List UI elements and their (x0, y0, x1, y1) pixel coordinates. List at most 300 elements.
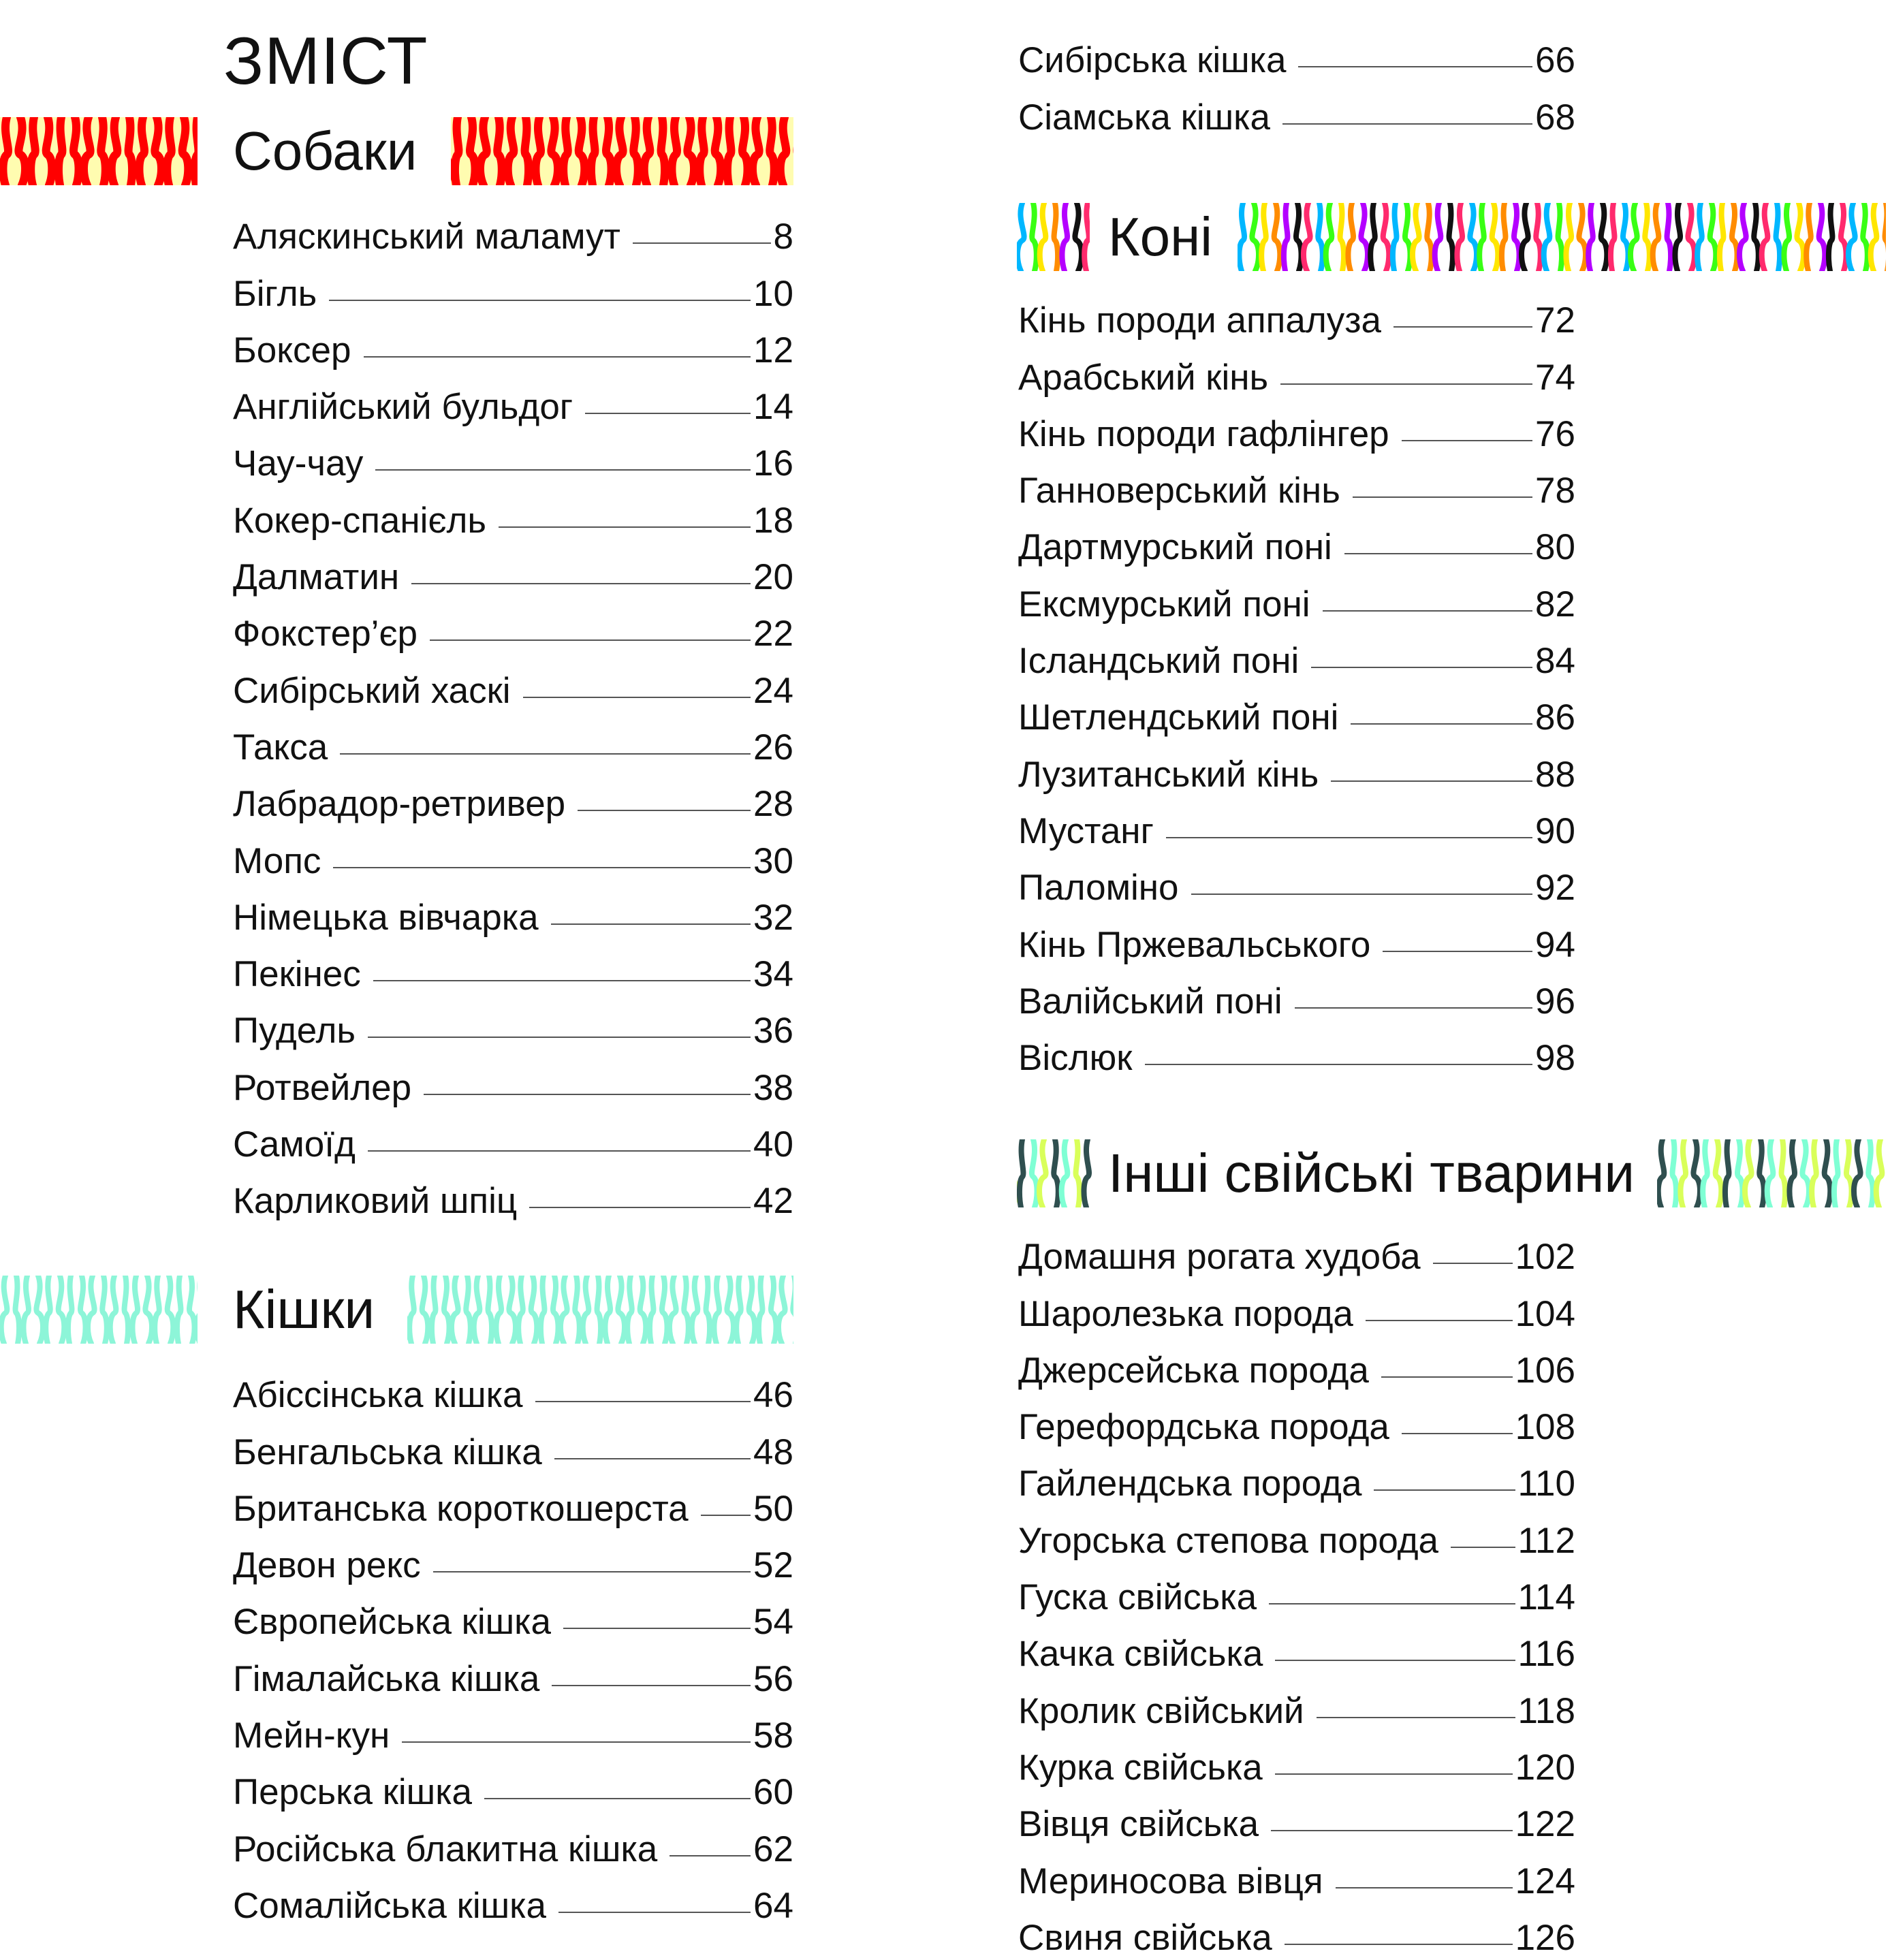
stripe (1514, 203, 1519, 271)
stripe (1716, 1139, 1722, 1207)
toc-entry-page: 98 (1535, 1038, 1575, 1079)
toc-entry-page: 92 (1535, 868, 1575, 908)
stripe (778, 1276, 785, 1344)
toc-entry (1018, 1279, 1575, 1335)
toc-entry-title: Мустанг (1018, 810, 1154, 851)
stripe (1413, 203, 1419, 271)
toc-entry (1018, 1336, 1575, 1393)
toc-entry (1018, 1676, 1575, 1733)
stripe (1739, 203, 1746, 271)
toc-entry (233, 1758, 793, 1814)
stripe (1802, 1139, 1809, 1207)
leader-line (1145, 1064, 1533, 1065)
toc-entry-title: Курка свійська (1018, 1747, 1263, 1788)
leader-line (1191, 894, 1533, 895)
toc-entry-page: 76 (1535, 413, 1575, 454)
stripe (1846, 1139, 1852, 1207)
stripe-pattern (1657, 1139, 1886, 1207)
toc-entry-title: Кінь породи аппалуза (1018, 300, 1382, 341)
stripe (1284, 203, 1287, 271)
stripe (1492, 203, 1498, 271)
section-header-horses (1017, 203, 1890, 278)
stripe (444, 1276, 450, 1344)
leader-line (1275, 1660, 1515, 1661)
stripe (531, 1276, 537, 1344)
toc-entry-page: 8 (773, 217, 793, 257)
stripe (1558, 203, 1562, 271)
toc-entry-title: Лузитанський кінь (1018, 754, 1319, 795)
toc-entry-title: Самоїд (233, 1124, 356, 1165)
toc-entry (233, 486, 793, 542)
toc-entry-page: 86 (1535, 697, 1575, 738)
toc-entry-title: Свиня свійська (1018, 1917, 1272, 1958)
stripe (1252, 203, 1259, 271)
leader-line (433, 1571, 751, 1572)
leader-line (535, 1401, 751, 1402)
leader-line (368, 1150, 751, 1152)
leader-line (329, 300, 751, 301)
stripe (575, 1276, 580, 1344)
toc-entry (1018, 853, 1575, 910)
stripe (1449, 203, 1453, 271)
toc-entry (233, 883, 793, 940)
toc-entry-title: Аляскинський маламут (233, 217, 620, 257)
toc-entry-page: 94 (1535, 924, 1575, 965)
leader-line (1275, 1773, 1513, 1775)
toc-entry (1018, 26, 1575, 82)
leader-line (333, 867, 751, 868)
leader-line (1311, 667, 1532, 668)
toc-entry-page: 126 (1515, 1917, 1575, 1958)
toc-entry-page: 12 (753, 330, 793, 370)
toc-entry (233, 1531, 793, 1587)
stripe (1834, 1139, 1838, 1207)
toc-entry-page: 28 (753, 784, 793, 825)
stripe-pattern (1017, 203, 1090, 271)
toc-entry-title: Німецька вівчарка (233, 897, 539, 938)
stripe (1435, 203, 1441, 271)
stripe (101, 117, 106, 185)
stripe (727, 1276, 734, 1344)
toc-entry (1018, 1903, 1575, 1960)
stripe (496, 1276, 501, 1344)
stripe (692, 1276, 698, 1344)
toc-entry-title: Ганноверський кінь (1018, 471, 1340, 511)
toc-entry (233, 940, 793, 996)
toc-entry-title: Європейська кішка (233, 1602, 551, 1643)
stripe (1062, 1139, 1068, 1207)
stripe (110, 1276, 116, 1344)
toc-entry-title: Арабський кінь (1018, 357, 1269, 398)
toc-entry-title: Бенгальська кішка (233, 1432, 542, 1472)
stripe (1789, 1139, 1795, 1207)
stripe (699, 117, 704, 185)
toc-entry (233, 1814, 793, 1871)
toc-entry-title: Боксер (233, 330, 351, 370)
toc-entry-title: Сибірська кішка (1018, 40, 1287, 81)
stripe-band-right (407, 1276, 793, 1344)
toc-list-dogs (233, 202, 793, 1223)
stripe (509, 1276, 516, 1344)
toc-entry-page: 68 (1535, 97, 1575, 138)
leader-line (1323, 610, 1533, 612)
toc-entry-title: Кокер-спанієль (233, 500, 487, 541)
toc-entry (1018, 569, 1575, 626)
toc-entry (1018, 343, 1575, 399)
stripe (759, 1276, 762, 1344)
toc-entry (1018, 1619, 1575, 1676)
toc-entry-title: Шаролезька порода (1018, 1293, 1353, 1334)
stripe (1680, 1139, 1686, 1207)
toc-entry-page: 62 (753, 1829, 793, 1869)
toc-entry-page: 118 (1517, 1690, 1575, 1731)
toc-entry-title: Герефордська порода (1018, 1407, 1389, 1448)
stripe (1645, 203, 1650, 271)
stripe (770, 117, 774, 185)
toc-entry-title: Британська короткошерста (233, 1488, 689, 1529)
stripe (561, 1276, 567, 1344)
stripe (553, 1276, 558, 1344)
toc-entry-page: 102 (1515, 1237, 1575, 1278)
stripe (1039, 1139, 1046, 1207)
toc-entry (1018, 1563, 1575, 1619)
stripe (1693, 1139, 1700, 1207)
stripe (189, 1276, 195, 1344)
stripe (59, 117, 62, 185)
leader-line (1402, 440, 1532, 441)
stripe (1725, 1139, 1729, 1207)
toc-entry-page: 22 (753, 614, 793, 654)
stripe (1536, 203, 1541, 271)
stripe (1797, 203, 1804, 271)
leader-line (368, 1037, 751, 1038)
stripe (597, 1276, 601, 1344)
toc-entry-page: 66 (1535, 40, 1575, 81)
stripe (1566, 203, 1571, 271)
toc-entry-page: 108 (1515, 1407, 1575, 1448)
stripe (1393, 203, 1396, 271)
stripe-pattern (0, 117, 198, 185)
stripe (195, 117, 198, 185)
toc-entry (233, 656, 793, 712)
stripe (714, 1276, 719, 1344)
stripe (1340, 203, 1344, 271)
stripe-band-left (1017, 203, 1090, 271)
stripe (1457, 203, 1462, 271)
stripe (1054, 203, 1058, 271)
stripe (661, 117, 665, 185)
leader-line (563, 1628, 751, 1629)
stripe-band-right (1657, 1139, 1886, 1207)
toc-entry-page: 78 (1535, 471, 1575, 511)
stripe (1274, 203, 1280, 271)
toc-entry (1018, 910, 1575, 966)
toc-entry-page: 120 (1515, 1747, 1575, 1788)
toc-entry (1018, 1449, 1575, 1506)
toc-entry-page: 96 (1535, 981, 1575, 1022)
stripe-band-right (1238, 203, 1886, 271)
toc-list-cats-continued (1018, 26, 1575, 140)
stripe-band-left (0, 117, 198, 185)
stripe (155, 1276, 159, 1344)
toc-entry-page: 60 (753, 1772, 793, 1813)
stripe (541, 1276, 544, 1344)
stripe (1361, 203, 1368, 271)
stripe-pattern (407, 1276, 793, 1344)
stripe (1084, 1139, 1089, 1207)
toc-entry-page: 30 (753, 840, 793, 881)
stripe (1383, 203, 1389, 271)
toc-entry-title: Сомалійська кішка (233, 1885, 546, 1926)
toc-entry-page: 72 (1535, 300, 1575, 341)
toc-entry (233, 1587, 793, 1644)
leader-line (1366, 1320, 1513, 1321)
toc-entry (233, 1053, 793, 1109)
leader-line (1271, 1830, 1513, 1831)
stripe (1062, 203, 1067, 271)
stripe (1611, 203, 1614, 271)
leader-line (633, 242, 771, 244)
stripe (1854, 1139, 1861, 1207)
stripe (1762, 203, 1768, 271)
stripe (1470, 203, 1477, 271)
leader-line (1280, 383, 1532, 385)
stripe (1075, 203, 1082, 271)
stripe-pattern (0, 1276, 198, 1344)
toc-entry-title: Далматин (233, 557, 400, 598)
stripe (706, 1276, 710, 1344)
toc-entry-page: 106 (1515, 1350, 1575, 1391)
stripe (662, 1276, 667, 1344)
toc-entry-page: 80 (1535, 527, 1575, 568)
toc-entry (1018, 1790, 1575, 1846)
stripe (650, 1276, 653, 1344)
stripe (1032, 1139, 1037, 1207)
toc-entry-title: Російська блакитна кішка (233, 1829, 658, 1869)
toc-entry-title: Вівця свійська (1018, 1804, 1259, 1845)
stripe (1, 1276, 7, 1344)
toc-entry (1018, 1506, 1575, 1562)
page-title: ЗМІСТ (223, 23, 428, 98)
toc-entry-page: 74 (1535, 357, 1575, 398)
toc-entry-page: 38 (753, 1067, 793, 1108)
stripe (31, 117, 35, 185)
toc-entry-title: Ексмурський поні (1018, 584, 1310, 625)
stripe-band-right (451, 117, 793, 185)
stripe (1261, 203, 1266, 271)
stripe (422, 1276, 428, 1344)
stripe (102, 1276, 107, 1344)
stripe (1502, 203, 1505, 271)
stripe (1767, 1139, 1774, 1207)
stripe (1720, 203, 1723, 271)
section-header-cats (0, 1276, 793, 1350)
toc-list-horses (1018, 286, 1575, 1080)
stripe (525, 117, 529, 185)
section-title-cats: Кішки (233, 1279, 375, 1340)
stripe (1032, 203, 1037, 271)
toc-entry (1018, 797, 1575, 853)
stripe (1522, 203, 1528, 271)
stripe (1479, 203, 1484, 271)
leader-line (1433, 1263, 1513, 1264)
stripe (1427, 203, 1432, 271)
stripe-pattern (1017, 1139, 1092, 1207)
toc-entry-title: Пудель (233, 1011, 356, 1052)
leader-line (1402, 1433, 1513, 1434)
toc-entry (233, 826, 793, 883)
stripe (1784, 203, 1789, 271)
leader-line (1269, 1603, 1515, 1605)
toc-entry (233, 1167, 793, 1223)
stripe (1296, 203, 1302, 271)
toc-entry-page: 110 (1517, 1464, 1575, 1504)
stripe (1579, 203, 1586, 271)
toc-entry (233, 996, 793, 1053)
toc-entry-page: 40 (753, 1124, 793, 1165)
toc-entry-page: 18 (753, 500, 793, 541)
stripe (640, 1276, 646, 1344)
section-header-dogs (0, 117, 793, 192)
stripe (1018, 203, 1024, 271)
leader-line (1344, 553, 1532, 554)
stripe (80, 1276, 86, 1344)
stripe (749, 1276, 755, 1344)
stripe (1667, 203, 1671, 271)
toc-entry (1018, 627, 1575, 683)
toc-entry (1018, 513, 1575, 569)
toc-entry-page: 88 (1535, 754, 1575, 795)
toc-entry-title: Гайлендська порода (1018, 1464, 1362, 1504)
stripe (633, 117, 638, 185)
stripe (1326, 203, 1332, 271)
toc-entry-page: 52 (753, 1545, 793, 1586)
stripe (1745, 1139, 1752, 1207)
toc-entry (233, 599, 793, 656)
toc-entry-title: Кролик свійський (1018, 1690, 1304, 1731)
stripe (455, 117, 458, 185)
stripe (736, 1276, 741, 1344)
stripe (1601, 203, 1607, 271)
stripe (488, 1276, 492, 1344)
stripe (1588, 203, 1593, 271)
stripe (1841, 203, 1846, 271)
leader-line (411, 583, 751, 584)
toc-entry-page: 82 (1535, 584, 1575, 625)
stripe (1825, 1139, 1831, 1207)
toc-entry (233, 1644, 793, 1701)
toc-list-cats (233, 1361, 793, 1928)
stripe (1812, 1139, 1816, 1207)
toc-entry-title: Кінь Пржевальського (1018, 924, 1371, 965)
stripe (591, 117, 595, 185)
toc-entry (1018, 1222, 1575, 1279)
leader-line (340, 753, 751, 755)
toc-entry-title: Лабрадор-ретривер (233, 784, 566, 825)
toc-entry (233, 713, 793, 770)
toc-entry-title: Ротвейлер (233, 1067, 412, 1108)
toc-entry (233, 1110, 793, 1167)
stripe (125, 1276, 128, 1344)
stripe (1863, 203, 1868, 271)
toc-entry-page: 26 (753, 727, 793, 768)
toc-entry-title: Такса (233, 727, 328, 768)
toc-entry-page: 32 (753, 897, 793, 938)
stripe (1348, 203, 1353, 271)
stripe (1806, 203, 1811, 271)
leader-line (1374, 1489, 1515, 1491)
toc-entry (1018, 683, 1575, 740)
stripe (618, 1276, 625, 1344)
toc-entry (233, 316, 793, 373)
toc-entry-title: Паломіно (1018, 868, 1179, 908)
toc-entry-page: 54 (753, 1602, 793, 1643)
toc-entry-title: Пекінес (233, 954, 361, 995)
toc-entry (1018, 400, 1575, 456)
stripe (1782, 1139, 1785, 1207)
toc-entry (233, 1361, 793, 1417)
stripe (1675, 203, 1680, 271)
leader-line (1282, 123, 1532, 125)
toc-entry-page: 34 (753, 954, 793, 995)
leader-line (1317, 1717, 1515, 1718)
toc-entry (1018, 1393, 1575, 1449)
stripe (177, 1276, 180, 1344)
stripe (168, 1276, 174, 1344)
leader-line (424, 1094, 751, 1095)
stripe (771, 1276, 776, 1344)
stripe (670, 1276, 676, 1344)
stripe (1020, 1139, 1023, 1207)
stripe (497, 117, 502, 185)
stripe (1084, 203, 1089, 271)
toc-entry (233, 770, 793, 826)
toc-entry-page: 124 (1515, 1861, 1575, 1901)
stripe (563, 117, 568, 185)
stripe (1318, 203, 1323, 271)
stripe (518, 1276, 523, 1344)
leader-line (1298, 66, 1532, 67)
stripe (605, 1276, 610, 1344)
leader-line (1393, 326, 1532, 328)
stripe (1040, 203, 1046, 271)
stripe (46, 1276, 50, 1344)
leader-line (364, 356, 751, 358)
stripe (36, 1276, 43, 1344)
leader-line (1331, 780, 1532, 782)
section-title-other: Інші свійські тварини (1108, 1143, 1635, 1203)
leader-line (670, 1855, 751, 1856)
stripe (1076, 1139, 1080, 1207)
toc-entry-page: 24 (753, 670, 793, 711)
leader-line (402, 1741, 751, 1743)
stripe (1829, 203, 1832, 271)
stripe (1732, 203, 1737, 271)
toc-entry-page: 122 (1515, 1804, 1575, 1845)
leader-line (1383, 951, 1532, 952)
toc-entry-title: Джерсейська порода (1018, 1350, 1369, 1391)
toc-entry (1018, 82, 1575, 139)
leader-line (1166, 837, 1532, 838)
stripe (1304, 203, 1310, 271)
leader-line (1353, 496, 1532, 498)
toc-entry-page: 64 (753, 1885, 793, 1926)
toc-entry-page: 10 (753, 273, 793, 314)
toc-entry (1018, 1024, 1575, 1080)
toc-entry (233, 429, 793, 486)
stripe (432, 1276, 435, 1344)
stripe (1759, 1139, 1764, 1207)
